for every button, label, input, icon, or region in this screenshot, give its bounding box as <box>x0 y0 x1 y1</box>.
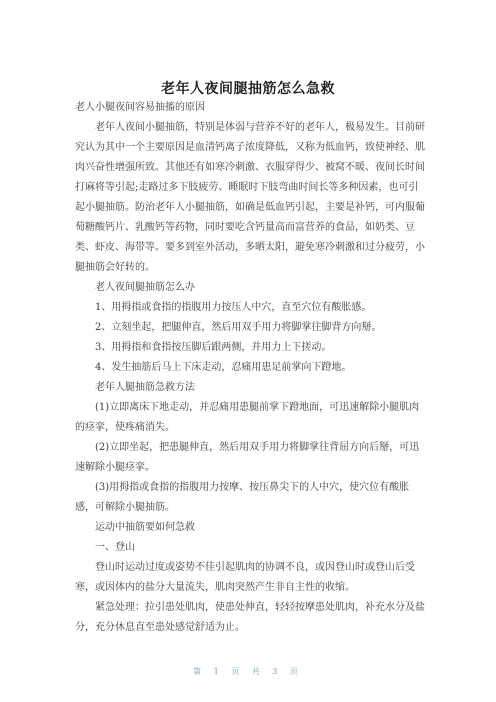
document-title: 老年人夜间腿抽筋怎么急救 <box>161 81 335 97</box>
subsection-heading: 一、登山 <box>95 542 135 553</box>
section-heading: 老人夜间腿抽筋怎么办 <box>95 282 195 293</box>
list-item: (3)用拇指或食指的指腹用力按摩、按压鼻尖下的人中穴，使穴位有酸胀感，可解除小腿抽筋。 <box>75 482 410 513</box>
page-number-footer: 第 1 页 共 3 页 <box>193 667 303 676</box>
paragraph: 登山时运动过度或姿势不佳引起肌肉的协调不良，或因登山时或登山后受寒，或因体内的盐分大量流失，肌肉突然产生非自主性的收缩。 <box>75 562 415 593</box>
paragraph: 老年人夜间小腿抽筋，特别是体弱与营养不好的老年人，极易发生。目前研究认为其中一个主要原因是血清钙离子浓度降低，又称为低血钙，致使神经、肌肉兴奋性增强所致。其他还有如寒冷刺激、衣服穿得少、被窝不暖、夜间长时间打麻将等引起;走路过多下肢疲劳、睡眠时下肢弯曲时间长等多种因素，也可引起小腿抽筋。防治老年人小腿抽筋，如确是低血钙引起，主要是补钙，可内服葡萄糖酸钙片、乳酸钙等药物，同时要吃含钙量高而富营养的食品，如奶类、豆类、虾皮、海带等。要多到室外活动，多晒太阳，避免寒冷刺激和过分疲劳，小腿抽筋会好转的。 <box>75 122 425 273</box>
list-item: (2)立即坐起，把患腿伸直，然后用双手用力将脚掌往背屈方向后掰，可迅速解除小腿痉挛。 <box>75 442 420 473</box>
list-item: 4、发生抽筋后马上下床走动，忍痛用患足前掌向下蹬地。 <box>95 362 352 373</box>
list-item: 3、用拇指和食指按压脚后跟两侧，并用力上下搓动。 <box>95 342 332 353</box>
list-item: 2、立刻坐起，把腿伸直，然后用双手用力将脚掌往脚背方向掰。 <box>95 322 382 333</box>
section-heading: 老年人腿抽筋急救方法 <box>95 382 195 393</box>
document-body <box>75 98 427 638</box>
list-item: 1、用拇指或食指的指腹用力按压人中穴，直至穴位有酸胀感。 <box>95 302 372 313</box>
paragraph: 紧急处理：拉引患处肌肉，使患处伸直，轻轻按摩患处肌肉，补充水分及盐分，充分休息直至患处感觉舒适为止。 <box>75 602 425 633</box>
section-heading: 运动中抽筋要如何急救 <box>95 522 195 533</box>
list-item: (1)立即离床下地走动，并忍痛用患腿前掌下蹬地面，可迅速解除小腿肌肉的痉挛，使疼痛消失。 <box>75 402 420 433</box>
section-heading: 老人小腿夜间容易抽搐的原因 <box>75 102 205 113</box>
